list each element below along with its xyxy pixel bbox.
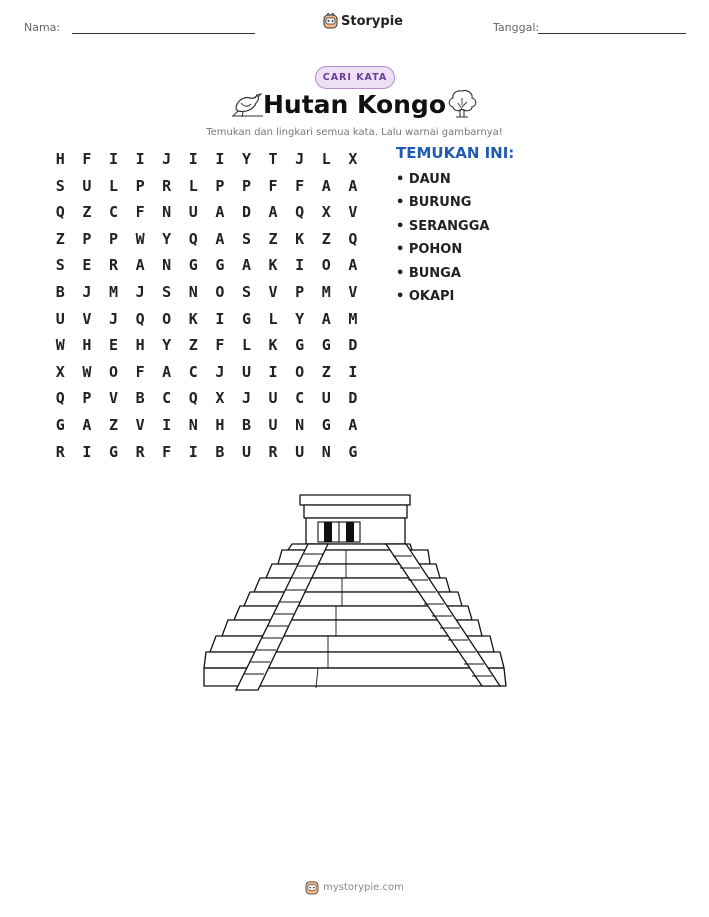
grid-letter[interactable]: Q	[135, 309, 145, 328]
grid-letter[interactable]: R	[55, 442, 65, 461]
grid-letter[interactable]: D	[348, 336, 358, 355]
grid-letter[interactable]: V	[82, 309, 92, 328]
grid-letter[interactable]: I	[295, 256, 305, 275]
grid-letter[interactable]: I	[82, 442, 92, 461]
grid-letter[interactable]: L	[108, 176, 118, 195]
grid-letter[interactable]: B	[55, 282, 65, 301]
grid-letter[interactable]: L	[321, 150, 331, 168]
grid-letter[interactable]: J	[215, 362, 225, 381]
grid-letter[interactable]: Q	[55, 203, 65, 222]
grid-letter[interactable]: G	[215, 256, 225, 275]
grid-letter[interactable]: L	[241, 336, 251, 355]
grid-letter[interactable]: A	[215, 203, 225, 222]
grid-row	[47, 279, 366, 306]
grid-letter[interactable]: V	[348, 282, 358, 301]
grid-letter[interactable]: I	[108, 150, 118, 168]
grid-letter[interactable]: P	[215, 176, 225, 195]
footer-link[interactable]: mystorypie.com	[323, 882, 404, 893]
grid-letter[interactable]: E	[108, 336, 118, 355]
grid-letter[interactable]: C	[188, 362, 198, 381]
grid-letter[interactable]: X	[321, 203, 331, 222]
grid-letter[interactable]: L	[188, 176, 198, 195]
date-label: Tanggal:	[493, 21, 540, 34]
grid-letter[interactable]: Q	[295, 203, 305, 222]
grid-letter[interactable]: Z	[55, 229, 65, 248]
grid-letter[interactable]: G	[321, 336, 331, 355]
grid-letter[interactable]: J	[241, 389, 251, 408]
grid-letter[interactable]: A	[162, 362, 172, 381]
grid-letter[interactable]: A	[348, 415, 358, 434]
tree-icon	[445, 87, 479, 121]
brand-name: Storypie	[341, 13, 403, 29]
grid-row	[47, 226, 366, 253]
grid-letter[interactable]: K	[268, 256, 278, 275]
grid-letter[interactable]: C	[162, 389, 172, 408]
grid-letter[interactable]: X	[215, 389, 225, 408]
grid-letter[interactable]: P	[241, 176, 251, 195]
grid-letter[interactable]: G	[348, 442, 358, 461]
category-badge-label: CARI KATA	[322, 72, 388, 83]
grid-row	[47, 332, 366, 359]
grid-letter[interactable]: O	[108, 362, 118, 381]
grid-letter[interactable]: O	[321, 256, 331, 275]
grid-letter[interactable]: A	[321, 309, 331, 328]
grid-letter[interactable]: J	[108, 309, 118, 328]
grid-letter[interactable]: I	[162, 415, 172, 434]
grid-letter[interactable]: Z	[321, 362, 331, 381]
grid-letter[interactable]: M	[108, 282, 118, 301]
word-list-item: • SERANGGA	[396, 218, 490, 234]
grid-letter[interactable]: X	[348, 150, 358, 168]
grid-letter[interactable]: V	[348, 203, 358, 222]
grid-letter[interactable]: Q	[188, 229, 198, 248]
grid-letter[interactable]: J	[135, 282, 145, 301]
grid-letter[interactable]: Q	[55, 389, 65, 408]
storypie-mascot-icon	[323, 13, 338, 29]
grid-letter[interactable]: U	[55, 309, 65, 328]
grid-letter[interactable]: A	[348, 176, 358, 195]
grid-letter[interactable]: C	[108, 203, 118, 222]
grid-letter[interactable]: F	[162, 442, 172, 461]
grid-letter[interactable]: B	[241, 415, 251, 434]
grid-row	[47, 252, 366, 279]
grid-row	[47, 146, 366, 173]
storypie-mascot-icon	[305, 880, 319, 895]
word-search-grid[interactable]	[47, 146, 366, 465]
grid-letter[interactable]: U	[188, 203, 198, 222]
grid-letter[interactable]: A	[321, 176, 331, 195]
word-list	[396, 170, 489, 310]
word-list-item: • OKAPI	[396, 288, 455, 304]
grid-letter[interactable]: S	[241, 229, 251, 248]
grid-letter[interactable]: A	[135, 256, 145, 275]
grid-letter[interactable]: Z	[82, 203, 92, 222]
grid-letter[interactable]: S	[241, 282, 251, 301]
name-field-line[interactable]	[72, 33, 255, 34]
grid-letter[interactable]: B	[135, 389, 145, 408]
grid-letter[interactable]: G	[295, 336, 305, 355]
grid-letter[interactable]: T	[268, 150, 278, 168]
word-list-item: • DAUN	[396, 172, 451, 187]
word-list-item: • BURUNG	[396, 195, 472, 211]
grid-letter[interactable]: P	[295, 282, 305, 301]
instructions: Temukan dan lingkari semua kata. Lalu warnai gambarnya!	[206, 127, 503, 138]
grid-letter[interactable]: Y	[295, 309, 305, 328]
grid-letter[interactable]: Z	[268, 229, 278, 248]
grid-letter[interactable]: Y	[241, 150, 251, 168]
grid-letter[interactable]: H	[135, 336, 145, 355]
grid-letter[interactable]: H	[215, 415, 225, 434]
grid-letter[interactable]: N	[321, 442, 331, 461]
grid-row	[47, 306, 366, 333]
grid-letter[interactable]: O	[162, 309, 172, 328]
grid-row	[47, 439, 366, 466]
grid-letter[interactable]: B	[215, 442, 225, 461]
grid-letter[interactable]: R	[108, 256, 118, 275]
grid-letter[interactable]: N	[162, 203, 172, 222]
grid-letter[interactable]: Y	[162, 336, 172, 355]
grid-letter[interactable]: Q	[188, 389, 198, 408]
grid-letter[interactable]: S	[162, 282, 172, 301]
grid-row	[47, 359, 366, 386]
grid-letter[interactable]: H	[55, 150, 65, 168]
grid-letter[interactable]: U	[321, 389, 331, 408]
grid-letter[interactable]: F	[268, 176, 278, 195]
grid-letter[interactable]: G	[241, 309, 251, 328]
grid-letter[interactable]: Q	[348, 229, 358, 248]
grid-letter[interactable]: U	[268, 389, 278, 408]
grid-letter[interactable]: P	[135, 176, 145, 195]
grid-letter[interactable]: W	[135, 229, 145, 248]
grid-letter[interactable]: N	[188, 282, 198, 301]
category-badge	[315, 66, 395, 89]
grid-letter[interactable]: U	[268, 415, 278, 434]
grid-letter[interactable]: F	[82, 150, 92, 168]
grid-letter[interactable]: M	[321, 282, 331, 301]
grid-letter[interactable]: A	[268, 203, 278, 222]
grid-letter[interactable]: N	[188, 415, 198, 434]
grid-letter[interactable]: R	[268, 442, 278, 461]
grid-letter[interactable]: G	[321, 415, 331, 434]
name-label: Nama:	[24, 21, 61, 34]
page-title: Hutan Kongo	[262, 90, 447, 119]
grid-letter[interactable]: U	[241, 362, 251, 381]
grid-letter[interactable]: Z	[321, 229, 331, 248]
grid-row	[47, 199, 366, 226]
grid-letter[interactable]: F	[215, 336, 225, 355]
grid-letter[interactable]: F	[135, 362, 145, 381]
grid-row	[47, 173, 366, 200]
grid-letter[interactable]: S	[55, 256, 65, 275]
grid-letter[interactable]: K	[295, 229, 305, 248]
brand-logo	[323, 13, 403, 29]
grid-letter[interactable]: K	[268, 336, 278, 355]
grid-letter[interactable]: L	[268, 309, 278, 328]
grid-letter[interactable]: M	[348, 309, 358, 328]
grid-letter[interactable]: F	[295, 176, 305, 195]
grid-letter[interactable]: G	[188, 256, 198, 275]
grid-letter[interactable]: J	[295, 150, 305, 168]
grid-letter[interactable]: A	[215, 229, 225, 248]
footer	[0, 880, 709, 895]
grid-letter[interactable]: E	[82, 256, 92, 275]
grid-letter[interactable]: Y	[162, 229, 172, 248]
grid-letter[interactable]: P	[108, 229, 118, 248]
grid-letter[interactable]: H	[82, 336, 92, 355]
grid-letter[interactable]: W	[82, 362, 92, 381]
grid-letter[interactable]: U	[82, 176, 92, 195]
grid-letter[interactable]: I	[135, 150, 145, 168]
grid-letter[interactable]: X	[55, 362, 65, 381]
grid-row	[47, 385, 366, 412]
grid-letter[interactable]: A	[82, 415, 92, 434]
word-list-item: • BUNGA	[396, 265, 461, 281]
grid-letter[interactable]: I	[215, 150, 225, 168]
grid-letter[interactable]: G	[108, 442, 118, 461]
grid-letter[interactable]: P	[82, 229, 92, 248]
grid-letter[interactable]: A	[241, 256, 251, 275]
grid-letter[interactable]: I	[188, 442, 198, 461]
grid-letter[interactable]: I	[188, 150, 198, 168]
grid-letter[interactable]: G	[55, 415, 65, 434]
grid-letter[interactable]: A	[348, 256, 358, 275]
grid-letter[interactable]: P	[82, 389, 92, 408]
date-field-line[interactable]	[538, 33, 686, 34]
grid-letter[interactable]: J	[162, 150, 172, 168]
grid-letter[interactable]: V	[268, 282, 278, 301]
grid-letter[interactable]: U	[295, 442, 305, 461]
grid-letter[interactable]: Z	[108, 415, 118, 434]
grid-letter[interactable]: N	[162, 256, 172, 275]
grid-letter[interactable]: D	[348, 389, 358, 408]
word-list-title: TEMUKAN INI:	[396, 144, 515, 162]
grid-letter[interactable]: I	[268, 362, 278, 381]
grid-letter[interactable]: K	[188, 309, 198, 328]
grid-row	[47, 412, 366, 439]
grid-letter[interactable]: O	[215, 282, 225, 301]
grid-letter[interactable]: W	[55, 336, 65, 355]
grid-letter[interactable]: V	[135, 415, 145, 434]
grid-letter[interactable]: O	[295, 362, 305, 381]
grid-letter[interactable]: I	[348, 362, 358, 381]
grid-letter[interactable]: C	[295, 389, 305, 408]
grid-letter[interactable]: N	[295, 415, 305, 434]
grid-letter[interactable]: F	[135, 203, 145, 222]
grid-letter[interactable]: Z	[188, 336, 198, 355]
pyramid-illustration[interactable]	[200, 490, 510, 695]
grid-letter[interactable]: D	[241, 203, 251, 222]
grid-letter[interactable]: V	[108, 389, 118, 408]
grid-letter[interactable]: I	[215, 309, 225, 328]
grid-letter[interactable]: R	[162, 176, 172, 195]
grid-letter[interactable]: R	[135, 442, 145, 461]
grid-letter[interactable]: J	[82, 282, 92, 301]
grid-letter[interactable]: U	[241, 442, 251, 461]
word-list-item: • POHON	[396, 242, 463, 258]
grid-letter[interactable]: S	[55, 176, 65, 195]
